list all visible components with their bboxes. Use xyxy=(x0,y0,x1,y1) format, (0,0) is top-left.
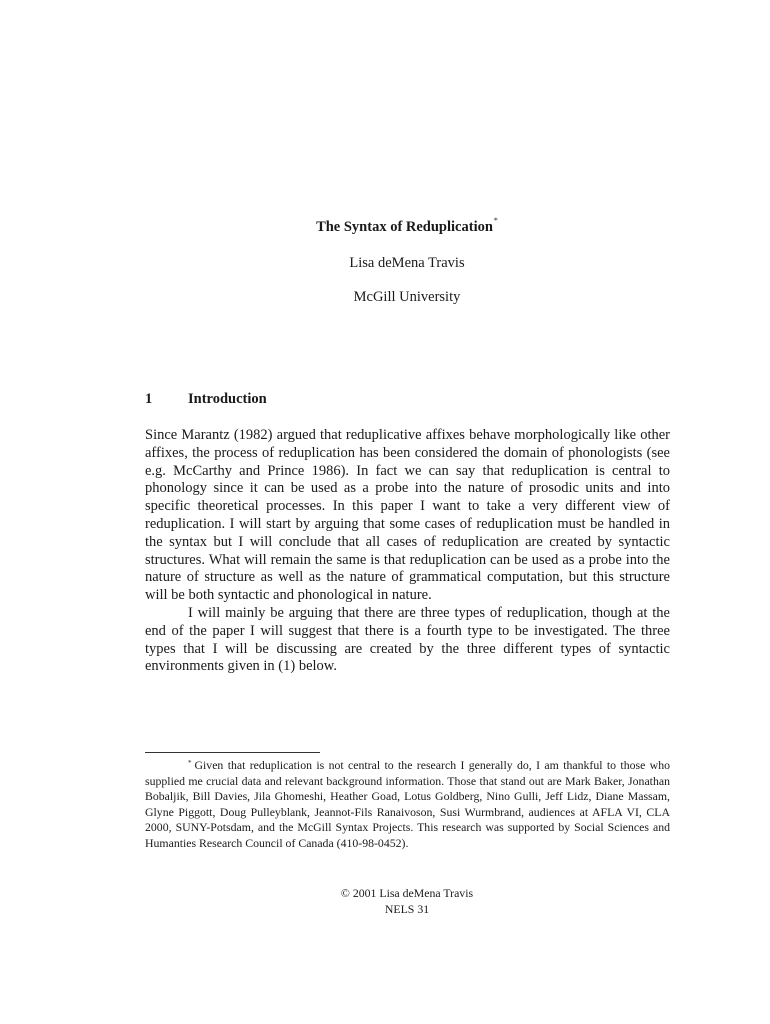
paragraph-2: I will mainly be arguing that there are three types of reduplication, though at the end of the paper I will suggest that there is a fourth type to be investigated. The three types that I will be discussing are created by the three different types of syntactic environments given in (1) below. xyxy=(145,604,670,675)
body-text xyxy=(145,427,670,676)
section-number: 1 xyxy=(145,391,153,407)
author-affiliation: McGill University xyxy=(353,289,461,305)
paper-title xyxy=(0,216,770,236)
title-footnote-marker: * xyxy=(493,216,498,225)
footnote xyxy=(145,758,670,851)
section-heading xyxy=(145,391,267,408)
page-footer xyxy=(0,886,770,917)
footer-venue: NELS 31 xyxy=(384,901,430,916)
footer-copyright: © 2001 Lisa deMena Travis xyxy=(340,886,474,900)
paper-title-text: The Syntax of Reduplication xyxy=(316,219,493,235)
footnote-divider xyxy=(145,752,320,753)
author-name: Lisa deMena Travis xyxy=(349,255,465,271)
section-title: Introduction xyxy=(188,391,267,407)
footnote-marker: * xyxy=(188,759,192,767)
footnote-text: Given that reduplication is not central to the research I generally do, I am thankful to those who supplied me crucial data and relevant background information. Those that stand out are Mark Baker, Jonathan Bobaljik, Bill Davies, Jila Ghomeshi, Heather Goad, Lotus Goldberg, Nino Gulli, Jeff Lidz, Diane Massam, Glyne Piggott, Doug Pulleyblank, Jeannot-Fils Ranaivoson, Susi Wurmbrand, audiences at AFLA VI, CLA 2000, SUNY-Potsdam, and the McGill Syntax Projects. This research was supported by Social Sciences and Humanties Research Council of Canada (410-98-0452). xyxy=(145,758,670,850)
paragraph-1: Since Marantz (1982) argued that reduplicative affixes behave morphologically like other affixes, the process of reduplication has been considered the domain of phonologists (see e.g. McCarthy and Prince 1986). In fact we can say that reduplication is central to phonology since it can be used as a probe into the nature of prosodic units and into specific theoretical processes. In this paper I want to take a very different view of reduplication. I will start by arguing that some cases of reduplication must be handled in the syntax but I will conclude that all cases of reduplication are created by syntactic structures. What will remain the same is that reduplication can be used as a probe into the nature of structure as well as the nature of grammatical computation, but this structure will be both syntactic and phonological in nature. xyxy=(145,427,670,604)
